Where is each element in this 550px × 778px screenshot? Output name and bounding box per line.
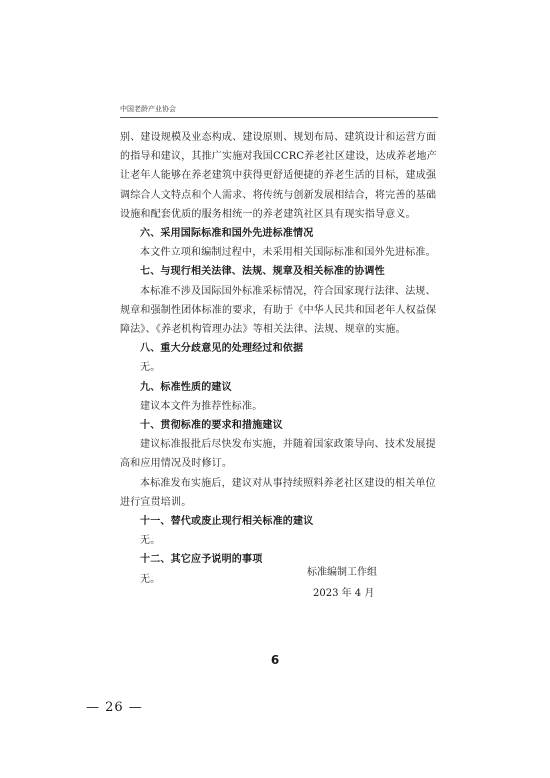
section-heading-6: 六、采用国际标准和国外先进标准情况 [140,228,314,240]
document-body [120,128,438,589]
document-header-org: 中国老龄产业协会 [120,105,176,113]
inner-page-number: 6 [270,653,280,667]
signature-date: 2023 年 4 月 [313,588,375,599]
section-heading-7: 七、与现行相关法律、法规、规章及相关标准的协调性 [140,266,385,278]
header-divider [120,117,438,118]
section-6-text: 本文件立项和编制过程中，未采用相关国际标准和国外先进标准。 [140,247,436,259]
section-7-text: 本标准不涉及国际国外标准采标情况，符合国家现行法律、法规、规章和强制性团体标准的要求，有助于《中华人民共和国老年人权益保障法》、《养老机构管理办法》等相关法律、法规、规章的实施。 [120,285,437,336]
paragraph-intro-continued: 别、建设规模及业态构成、建设原则、规划布局、建筑设计和运营方面的指导和建议，其推广实施对我国CCRC养老社区建设，达成养老地产让老年人能够在养老建筑中获得更舒适便捷的养老生活的目标，建成强调综合人文特点和个人需求、将传统与创新发展相结合，将完善的基础设施和配套优质的服务相统一的养老建筑社区具有现实指导意义。 [120,132,437,220]
section-12-text: 无。 [140,573,161,585]
section-heading-11: 十一、替代或废止现行相关标准的建议 [140,516,314,528]
section-10-text-b: 本标准发布实施后，建议对从事持续照料养老社区建设的相关单位进行宣贯培训。 [120,477,436,508]
section-9-text: 建议本文件为推荐性标准。 [140,400,263,412]
section-heading-8: 八、重大分歧意见的处理经过和依据 [140,343,304,355]
section-heading-12: 十二、其它应予说明的事项 [140,554,263,566]
outer-page-number: — 26 — [86,700,143,715]
section-heading-9: 九、标准性质的建议 [140,381,232,393]
section-10-text-a: 建议标准报批后尽快发布实施，并随着国家政策导向、技术发展提高和应用情况及时修订。 [120,439,436,470]
section-8-text: 无。 [140,362,161,374]
signature-org: 标准编制工作组 [307,567,377,578]
section-11-text: 无。 [140,535,161,547]
section-heading-10: 十、贯彻标准的要求和措施建议 [140,420,283,432]
